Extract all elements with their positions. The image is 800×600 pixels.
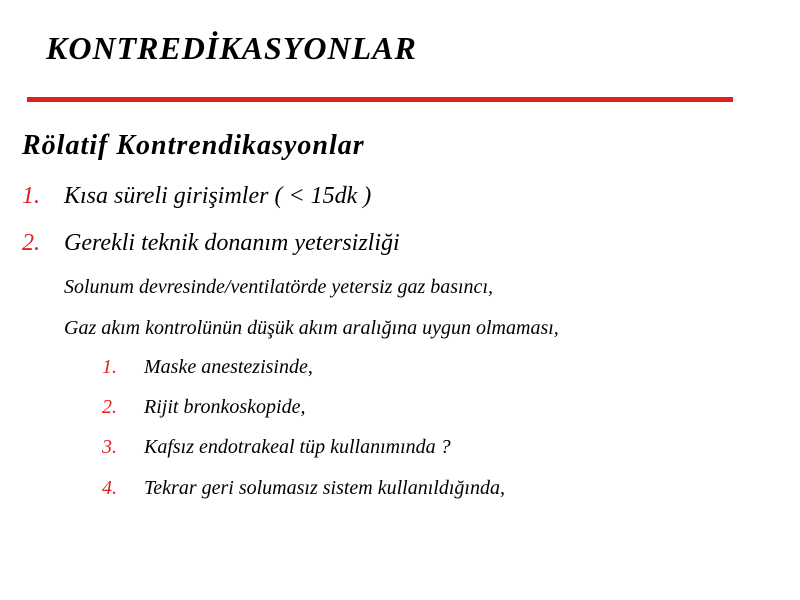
sub-list-item-number: 3. bbox=[102, 436, 117, 458]
sub-list-item-text: Kafsız endotrakeal tüp kullanımında ? bbox=[144, 436, 451, 458]
detail-line: Gaz akım kontrolünün düşük akım aralığına uygun olmaması, bbox=[64, 317, 559, 339]
list-item-number: 2. bbox=[22, 230, 40, 256]
sub-list-item-text: Maske anestezisinde, bbox=[144, 356, 313, 378]
list-item-text: Gerekli teknik donanım yetersizliği bbox=[64, 230, 400, 256]
sub-list-item-number: 2. bbox=[102, 396, 117, 418]
sub-list-item-number: 1. bbox=[102, 356, 117, 378]
list-item-number: 1. bbox=[22, 183, 40, 209]
sub-list-item-text: Tekrar geri solumasız sistem kullanıldığında, bbox=[144, 477, 505, 499]
sub-list-item bbox=[102, 477, 505, 500]
sub-list-item bbox=[102, 436, 451, 459]
title-underline bbox=[27, 97, 733, 102]
detail-line: Solunum devresinde/ventilatörde yetersiz gaz basıncı, bbox=[64, 276, 493, 298]
list-item bbox=[22, 230, 400, 257]
slide-title: KONTREDİKASYONLAR bbox=[46, 30, 417, 66]
list-item bbox=[22, 183, 372, 210]
list-item-text: Kısa süreli girişimler ( < 15dk ) bbox=[64, 183, 372, 209]
sub-list-item bbox=[102, 356, 313, 379]
sub-list-item bbox=[102, 396, 306, 419]
slide-subtitle: Rölatif Kontrendikasyonlar bbox=[22, 130, 365, 161]
sub-list-item-text: Rijit bronkoskopide, bbox=[144, 396, 306, 418]
sub-list-item-number: 4. bbox=[102, 477, 117, 499]
